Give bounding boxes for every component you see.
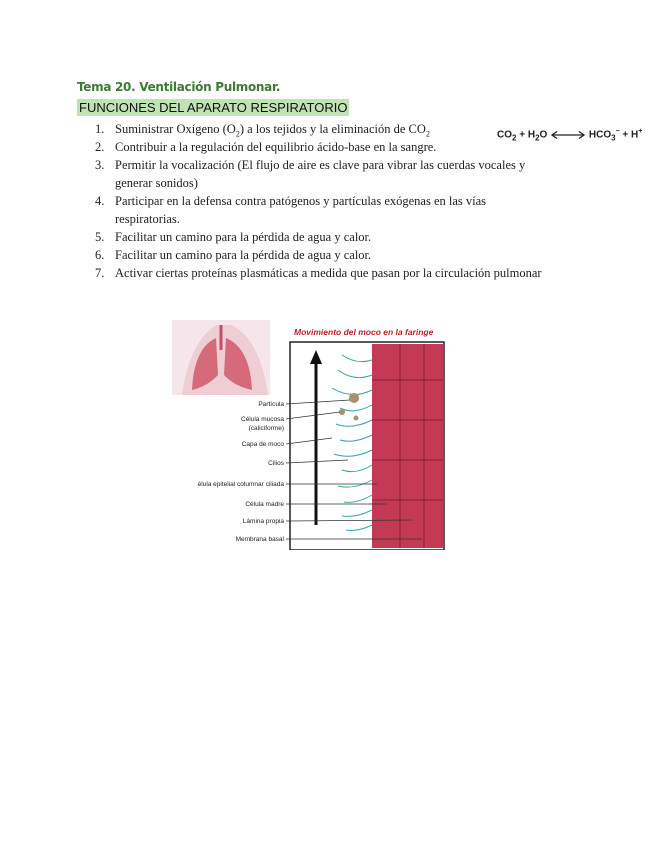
list-item: 6. Facilitar un camino para la pérdida de agua y calor.: [95, 248, 372, 262]
list-item: 1. Suministrar Oxígeno $(O_2)$ a los tejidos y la eliminación de $CO_2$: [95, 122, 430, 139]
page-title: Tema 20. Ventilación Pulmonar.: [77, 80, 281, 94]
lungs-illustration: [172, 320, 270, 395]
label-particula: Partícula: [258, 401, 284, 408]
particle-icon: [349, 393, 359, 403]
figure-svg: [172, 320, 446, 550]
label-celula-mucosa: Célula mucosa: [241, 416, 284, 423]
figure-title: Movimiento del moco en la faringe: [294, 327, 434, 337]
label-membrana-basal: Membrana basal: [235, 536, 284, 543]
section-heading: FUNCIONES DEL APARATO RESPIRATORIO: [79, 100, 348, 115]
list-item: 4. Participar en la defensa contra patógenos y partículas exógenas en las vías respiratorias.: [95, 194, 487, 226]
label-caliciforme: (caliciforme): [248, 425, 284, 432]
list-item: 7. Activar ciertas proteínas plasmáticas a medida que pasan por la circulación pulmonar: [95, 266, 542, 280]
label-cilios: Cilios: [268, 460, 284, 467]
list-item: 2. Contribuir a la regulación del equilibrio ácido-base en la sangre.: [95, 140, 437, 154]
label-celula-epitelial: élula epitelial columnar ciliada: [197, 481, 284, 488]
list-item: 3. Permitir la vocalización (El flujo de aire es clave para vibrar las cuerdas vocales y generar sonidos): [95, 158, 526, 190]
chemical-equation: $CO_2 + H_2O$ $HCO_3^- + H^+$: [497, 128, 643, 143]
functions-list: [77, 120, 547, 282]
label-celula-madre: Célula madre: [245, 501, 284, 508]
label-lamina-propia: Lámina propia: [242, 518, 284, 525]
equilibrium-arrow-icon: [550, 130, 586, 140]
mucus-movement-figure: [172, 320, 446, 550]
list-item: 5. Facilitar un camino para la pérdida de agua y calor.: [95, 230, 372, 244]
label-capa-moco: Capa de moco: [241, 441, 284, 448]
